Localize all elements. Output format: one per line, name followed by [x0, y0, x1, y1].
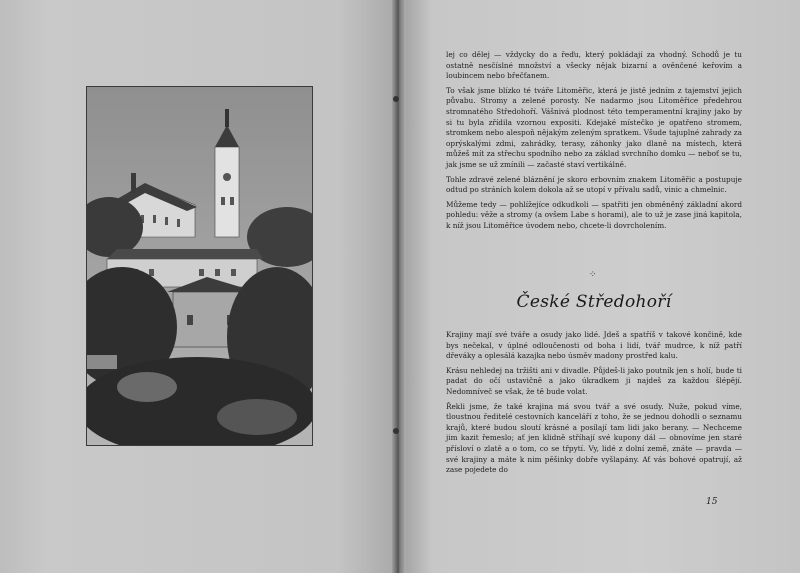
paragraph: Můžeme tedy — pohlížejíce odkudkoli — spatřiti jen obměněný základní akord pohledu: věže a stromy (a ovšem Labe s horami), ale to už je zase jiná kapitola, k níž jsou Litoměřice úvodem nebo, chcete-li dovrcholením.: [446, 199, 742, 230]
paragraph: To však jsme blízko té tváře Litoměřic, která je jistě jedním z tajemství jejich půvabu. Stromy a zelené porosty. Ne nadarmo jsou Litoměřice předehrou stromnatého Středohoří. Vášnivá plodnost této temperamentní krajiny jako by si tu byla zřídila vzornou expositi. Kdejaké místečko je opatřeno stromem, stromkem nebo alespoň nějakým zeleným spratkem. Všude tajuplné zahrady za oprýskalými zdmi, zahrádky, terasy, záhonky jako dlaně na místech, která můžeš mít za střechu spodního nebo za základ svrchního domku — neboť se tu, jak jsme se už zmínili — začasté staví vertikálně.: [446, 85, 742, 169]
page-number: 15: [706, 497, 718, 507]
staple-top: [393, 96, 399, 102]
paragraph: Krajiny mají své tváře a osudy jako lidé. Jdeš a spatříš v takové končině, kde bys nečekal, v úplné odloučenosti od boha i lidí, tvář mudrce, k níž patří dřeváky a oplesálá kazajka nebo úsměv madony prostřed kalu.: [446, 330, 742, 361]
section-title: České Středohoří: [516, 292, 672, 312]
paragraph: Tohle zdravé zelené bláznění je skoro erbovním znakem Litoměřic a postupuje odtud po stráních kolem dokola až se utopí v přívalu sadů, vinic a chmelnic.: [446, 174, 742, 195]
church-tower-photo-icon: [86, 86, 313, 446]
paragraph: lej co dělej — vždycky do a řeďu, který pokládají za vhodný. Schodů je tu ostatně nesčíslné množství a všecky nějak bizarní a ověnčené keřovím a loubincem nebo břečťanem.: [446, 50, 742, 81]
paragraph: Řekli jsme, že také krajina má svou tvář a své osudy. Nuže, pokud víme, tloustnou ředitelé cestovních kanceláří z toho, že se jednou dohodli o seznamu krajů, které budou sloutí krásné a posílají tam lidi jako berany. — Nechceme jim kazit řemeslo; ať jen klidně stříhají své kupony dál — obnovíme jen staré přísloví o zlatě a o tom, co se třpytí. Vy, lidé z dolní země, znáte — pravda — své krajiny a máte k nim pěšinky dobře vyšlapány. Ať vás bohové opatrují, až zase pojedete do: [446, 401, 742, 475]
staple-bottom: [393, 428, 399, 434]
paragraph: Krásu nehledej na tržišti ani v divadle. Půjdeš-li jako poutník jen s holí, bude ti padat do očí ustavičně a jako úkradkem ji najdeš za každou šlépějí. Nedomníveč se však, že tě bude volat.: [446, 365, 742, 396]
text-column-top: [446, 50, 742, 236]
section-ornament: ⁘: [589, 270, 597, 280]
book-gutter: [392, 0, 406, 573]
text-column-bottom: [446, 330, 742, 480]
